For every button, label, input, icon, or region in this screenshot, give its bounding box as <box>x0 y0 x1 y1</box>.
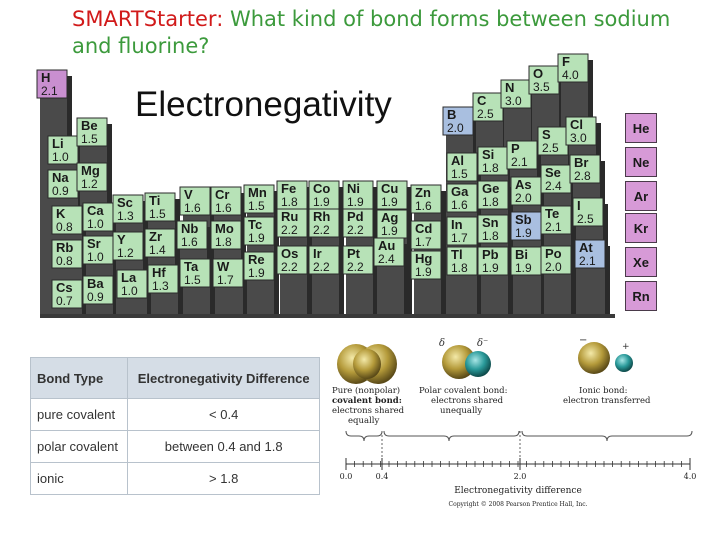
element-symbol: Sc <box>117 195 133 210</box>
element-symbol: Zn <box>415 185 431 200</box>
element-symbol: W <box>217 259 230 274</box>
element-electronegativity: 1.2 <box>117 246 134 260</box>
element-cell-sr <box>83 236 113 264</box>
element-symbol: Br <box>574 155 589 170</box>
element-electronegativity: 1.7 <box>415 235 432 249</box>
element-symbol: V <box>184 187 193 202</box>
element-symbol: C <box>477 93 487 108</box>
title-text: What kind of bond forms between sodium and fluorine? <box>72 7 671 58</box>
element-electronegativity: 1.9 <box>248 231 265 245</box>
element-cell-na <box>48 170 78 198</box>
element-symbol: Pb <box>482 247 499 262</box>
element-electronegativity: 1.6 <box>451 198 468 212</box>
ion-minus-label: − <box>579 336 588 346</box>
element-electronegativity: 1.7 <box>451 231 468 245</box>
noble-gas-kr: Kr <box>625 213 657 243</box>
element-electronegativity: 1.0 <box>87 217 104 231</box>
element-electronegativity: 2.5 <box>577 212 594 226</box>
element-symbol: Os <box>281 246 299 261</box>
en-difference-axis <box>346 458 690 470</box>
element-electronegativity: 1.6 <box>215 201 232 215</box>
table-cell-en-difference: between 0.4 and 1.8 <box>128 431 320 463</box>
element-electronegativity: 1.5 <box>451 167 468 181</box>
element-electronegativity: 1.8 <box>482 195 499 209</box>
table-cell-en-difference: < 0.4 <box>128 399 320 431</box>
element-electronegativity: 2.1 <box>511 155 528 169</box>
element-symbol: Bi <box>515 247 528 262</box>
element-symbol: Ta <box>184 259 199 274</box>
element-cell-bi <box>511 247 541 275</box>
element-electronegativity: 2.2 <box>313 260 330 274</box>
element-electronegativity: 1.6 <box>415 199 432 213</box>
element-cell-pd <box>343 209 373 237</box>
element-cell-cu <box>377 181 407 209</box>
element-cell-nb <box>177 221 207 249</box>
element-symbol: Pd <box>347 209 364 224</box>
element-symbol: Ti <box>149 193 161 208</box>
element-symbol: At <box>579 240 593 255</box>
element-electronegativity: 1.3 <box>117 209 134 223</box>
element-electronegativity: 1.5 <box>184 273 201 287</box>
element-symbol: Mg <box>81 163 100 178</box>
element-cell-zr <box>145 229 175 257</box>
element-cell-p <box>507 141 537 169</box>
element-cell-fe <box>277 181 307 209</box>
noble-gas-he: He <box>625 113 657 143</box>
element-electronegativity: 1.8 <box>215 235 232 249</box>
polar-label-line-3: unequally <box>440 406 483 416</box>
element-symbol: Na <box>52 170 69 185</box>
element-cell-os <box>277 246 307 274</box>
element-symbol: In <box>451 217 463 232</box>
element-electronegativity: 0.9 <box>52 184 69 198</box>
element-electronegativity: 1.8 <box>482 229 499 243</box>
element-electronegativity: 2.2 <box>313 223 330 237</box>
element-cell-ti <box>145 193 175 221</box>
ionic-label-line-1: Ionic bond: <box>579 386 628 396</box>
element-symbol: Cr <box>215 187 230 202</box>
element-symbol: Ca <box>87 203 104 218</box>
delta-plus-label: δ <box>439 338 446 349</box>
element-electronegativity: 2.8 <box>574 169 591 183</box>
table-base <box>40 314 615 318</box>
element-symbol: Y <box>117 232 126 247</box>
element-electronegativity: 1.0 <box>52 150 69 164</box>
element-electronegativity: 3.0 <box>570 131 587 145</box>
element-electronegativity: 1.3 <box>152 279 169 293</box>
element-symbol: Cu <box>381 181 399 196</box>
element-symbol: Pt <box>347 246 360 261</box>
element-symbol: Se <box>545 165 561 180</box>
element-cell-li <box>48 136 78 164</box>
noble-gas-ar: Ar <box>625 181 657 211</box>
pure-label-line-3: electrons shared <box>332 406 405 416</box>
element-symbol: Hg <box>415 251 433 266</box>
element-electronegativity: 1.9 <box>381 195 398 209</box>
element-symbol: Sn <box>482 215 499 230</box>
element-cell-i <box>573 198 603 226</box>
element-electronegativity: 1.6 <box>184 201 201 215</box>
noble-gas-ne: Ne <box>625 147 657 177</box>
element-symbol: Zr <box>149 229 162 244</box>
element-electronegativity: 2.2 <box>347 223 364 237</box>
element-electronegativity: 0.7 <box>56 294 73 308</box>
element-symbol: K <box>56 206 66 221</box>
bond-spectrum-figure <box>326 336 701 510</box>
table-cell-bond-type: pure covalent <box>31 399 128 431</box>
table-cell-en-difference: > 1.8 <box>128 463 320 495</box>
element-symbol: Au <box>378 238 396 253</box>
element-electronegativity: 2.2 <box>347 260 364 274</box>
element-symbol: F <box>562 54 570 69</box>
element-cell-s <box>538 127 568 155</box>
element-electronegativity: 2.5 <box>542 141 559 155</box>
element-symbol: Cl <box>570 117 583 132</box>
polar-label-line-1: Polar covalent bond: <box>419 386 508 396</box>
element-cell-cs <box>52 280 82 308</box>
table-header-bond-type: Bond Type <box>31 358 128 399</box>
element-cell-ca <box>83 203 113 231</box>
element-electronegativity: 1.5 <box>149 207 166 221</box>
element-electronegativity: 2.4 <box>545 179 562 193</box>
element-symbol: Si <box>482 147 495 162</box>
element-cell-au <box>374 238 404 266</box>
element-symbol: Tl <box>451 247 463 262</box>
element-symbol: Ir <box>313 246 322 261</box>
element-electronegativity: 1.9 <box>482 261 499 275</box>
element-cell-co <box>309 181 339 209</box>
element-symbol: H <box>41 70 51 85</box>
copyright: Copyright © 2008 Pearson Prentice Hall, Inc. <box>448 501 588 508</box>
element-cell-sc <box>113 195 143 223</box>
ionic-label-line-2: electron transferred <box>563 396 651 406</box>
element-cell-y <box>113 232 143 260</box>
element-cell-sb <box>511 212 541 240</box>
element-symbol: Be <box>81 118 98 133</box>
element-cell-mo <box>211 221 241 249</box>
element-cell-pt <box>343 246 373 274</box>
tick-label: 0.4 <box>375 472 389 481</box>
element-symbol: Ag <box>381 210 399 225</box>
element-symbol: Cs <box>56 280 73 295</box>
element-symbol: Ge <box>482 181 500 196</box>
element-electronegativity: 2.1 <box>579 254 596 268</box>
noble-gas-xe: Xe <box>625 247 657 277</box>
element-cell-as <box>511 177 541 205</box>
element-cell-mn <box>244 185 274 213</box>
element-symbol: Te <box>545 206 560 221</box>
polar-molecule-icon <box>442 345 491 379</box>
element-electronegativity: 0.8 <box>56 220 73 234</box>
element-symbol: Rb <box>56 240 74 255</box>
element-electronegativity: 1.9 <box>381 224 398 238</box>
element-cell-al <box>447 153 477 181</box>
element-symbol: N <box>505 80 515 95</box>
element-cell-c <box>473 93 503 121</box>
axis-label: Electronegativity difference <box>454 486 582 496</box>
element-symbol: Mo <box>215 221 234 236</box>
element-symbol: Mn <box>248 185 267 200</box>
element-cell-ba <box>83 276 113 304</box>
bond-type-table <box>30 357 320 495</box>
element-cell-ag <box>377 210 407 238</box>
element-cell-w <box>213 259 243 287</box>
element-cell-re <box>244 252 274 280</box>
element-electronegativity: 1.8 <box>281 195 298 209</box>
element-electronegativity: 1.8 <box>482 161 499 175</box>
element-symbol: Ru <box>281 209 299 224</box>
element-electronegativity: 1.5 <box>248 199 265 213</box>
element-cell-tl <box>447 247 477 275</box>
element-symbol: Nb <box>181 221 199 236</box>
element-cell-in <box>447 217 477 245</box>
element-symbol: Re <box>248 252 265 267</box>
element-symbol: B <box>447 107 457 122</box>
element-cell-ir <box>309 246 339 274</box>
nonpolar-molecule-icon <box>337 344 397 384</box>
element-symbol: Ni <box>347 181 360 196</box>
delta-minus-label: δ⁻ <box>477 338 489 349</box>
element-cell-rh <box>309 209 339 237</box>
element-symbol: As <box>515 177 532 192</box>
element-symbol: Li <box>52 136 64 151</box>
element-symbol: Ba <box>87 276 104 291</box>
element-cell-v <box>180 187 210 215</box>
element-symbol: I <box>577 198 581 213</box>
element-cell-la <box>117 270 147 298</box>
element-symbol: P <box>511 141 520 156</box>
table-row <box>31 431 320 463</box>
bond-spectrum-svg <box>326 336 701 510</box>
element-cell-b <box>443 107 473 135</box>
element-symbol: Sb <box>515 212 532 227</box>
element-electronegativity: 1.0 <box>121 284 138 298</box>
element-electronegativity: 2.2 <box>281 260 298 274</box>
element-symbol: Tc <box>248 217 263 232</box>
element-cell-si <box>478 147 508 175</box>
element-cell-ru <box>277 209 307 237</box>
noble-gas-rn: Rn <box>625 281 657 311</box>
element-symbol: La <box>121 270 137 285</box>
element-cell-pb <box>478 247 508 275</box>
tick-label: 0.0 <box>339 472 353 481</box>
element-electronegativity: 1.4 <box>149 243 166 257</box>
element-electronegativity: 1.7 <box>217 273 234 287</box>
range-braces <box>346 431 692 441</box>
tick-label: 4.0 <box>683 472 697 481</box>
element-electronegativity: 1.9 <box>415 265 432 279</box>
title-prefix: SMARTStarter: <box>72 7 224 31</box>
element-cell-n <box>501 80 531 108</box>
pure-label-line-4: equally <box>348 416 380 426</box>
slide-title <box>72 6 672 60</box>
polar-label-line-2: electrons shared <box>431 396 504 406</box>
element-electronegativity: 2.0 <box>447 121 464 135</box>
element-electronegativity: 4.0 <box>562 68 579 82</box>
element-electronegativity: 1.9 <box>515 261 532 275</box>
element-cell-te <box>541 206 571 234</box>
element-cell-at <box>575 240 605 268</box>
element-electronegativity: 1.9 <box>347 195 364 209</box>
element-electronegativity: 1.0 <box>87 250 104 264</box>
element-electronegativity: 0.9 <box>87 290 104 304</box>
element-cell-cl <box>566 117 596 145</box>
element-symbol: Fe <box>281 181 297 196</box>
element-electronegativity: 1.9 <box>313 195 330 209</box>
tick-label: 2.0 <box>513 472 527 481</box>
pure-label-line-2: covalent bond: <box>332 396 402 406</box>
element-electronegativity: 1.5 <box>81 132 98 146</box>
element-symbol: Cd <box>415 221 433 236</box>
element-symbol: Po <box>545 246 562 261</box>
element-cell-hf <box>148 265 178 293</box>
element-electronegativity: 2.2 <box>281 223 298 237</box>
table-row <box>31 399 320 431</box>
element-pillar-side <box>404 244 409 314</box>
element-cell-ge <box>478 181 508 209</box>
element-electronegativity: 1.2 <box>81 177 98 191</box>
electronegativity-label: Electronegativity <box>135 85 392 124</box>
element-cell-tc <box>244 217 274 245</box>
element-electronegativity: 2.0 <box>545 260 562 274</box>
element-electronegativity: 2.5 <box>477 107 494 121</box>
element-electronegativity: 2.4 <box>378 252 395 266</box>
element-electronegativity: 3.5 <box>533 80 550 94</box>
element-cell-br <box>570 155 600 183</box>
ion-plus-label: + <box>622 342 630 352</box>
element-cell-cd <box>411 221 441 249</box>
element-cell-k <box>52 206 82 234</box>
element-pillar-side <box>605 246 610 314</box>
element-cell-o <box>529 66 559 94</box>
element-symbol: O <box>533 66 544 81</box>
element-cell-se <box>541 165 571 193</box>
element-cell-h <box>37 70 67 98</box>
element-cell-ta <box>180 259 210 287</box>
element-cell-rb <box>52 240 82 268</box>
element-cell-po <box>541 246 571 274</box>
element-symbol: Co <box>313 181 331 196</box>
table-cell-bond-type: polar covalent <box>31 431 128 463</box>
element-symbol: Hf <box>152 265 166 280</box>
table-header-en-difference: Electronegativity Difference <box>128 358 320 399</box>
element-symbol: Al <box>451 153 464 168</box>
table-header-row <box>31 358 320 399</box>
element-cell-sn <box>478 215 508 243</box>
element-cell-zn <box>411 185 441 213</box>
element-electronegativity: 2.1 <box>545 220 562 234</box>
element-cell-mg <box>77 163 107 191</box>
table-row <box>31 463 320 495</box>
element-electronegativity: 1.9 <box>515 226 532 240</box>
element-symbol: Ga <box>451 184 469 199</box>
element-electronegativity: 1.8 <box>451 261 468 275</box>
element-cell-ni <box>343 181 373 209</box>
element-electronegativity: 1.6 <box>181 235 198 249</box>
element-electronegativity: 1.9 <box>248 266 265 280</box>
element-cell-ga <box>447 184 477 212</box>
pure-label-line-1: Pure (nonpolar) <box>332 386 401 396</box>
element-electronegativity: 0.8 <box>56 254 73 268</box>
element-symbol: S <box>542 127 551 142</box>
table-cell-bond-type: ionic <box>31 463 128 495</box>
element-electronegativity: 3.0 <box>505 94 522 108</box>
element-electronegativity: 2.1 <box>41 84 58 98</box>
element-cell-hg <box>411 251 441 279</box>
element-symbol: Rh <box>313 209 331 224</box>
element-cell-cr <box>211 187 241 215</box>
element-cell-be <box>77 118 107 146</box>
element-pillar-side <box>441 257 446 314</box>
element-electronegativity: 2.0 <box>515 191 532 205</box>
element-symbol: Sr <box>87 236 101 251</box>
